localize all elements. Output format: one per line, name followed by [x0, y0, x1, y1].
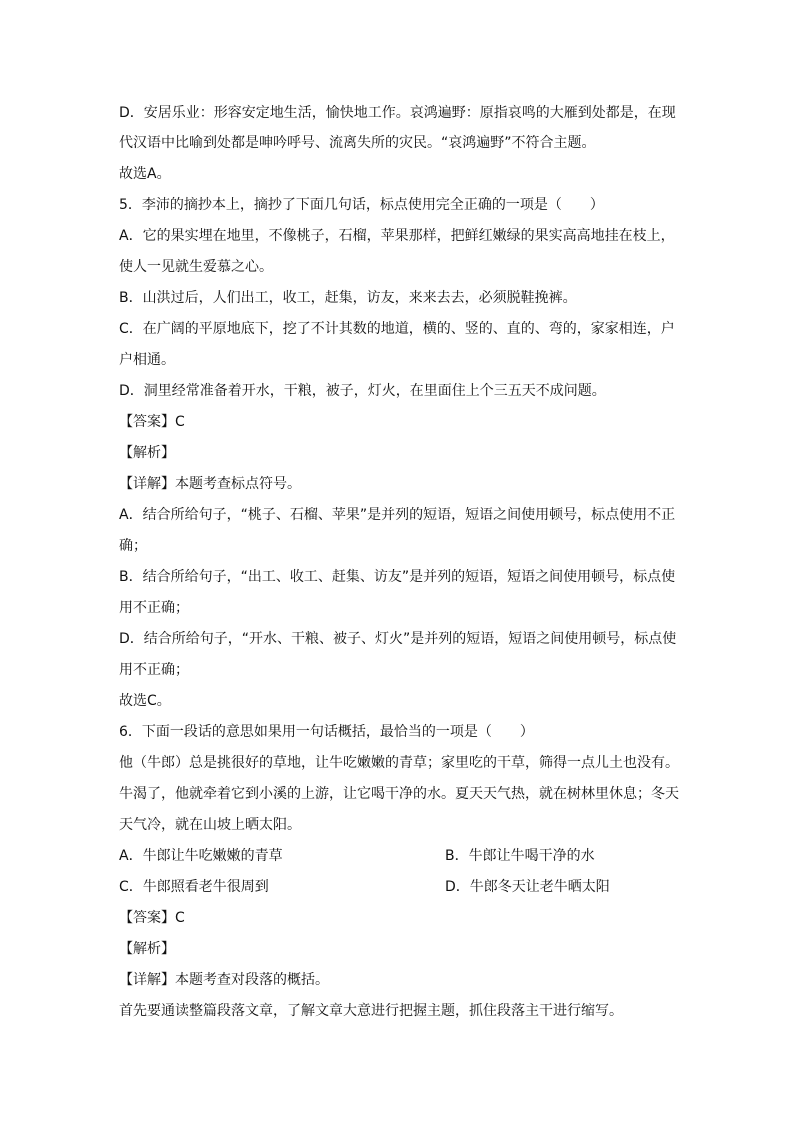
text-line: 户相通。	[119, 352, 175, 368]
option-b: B．牛郎让牛喝干净的水	[445, 848, 595, 864]
text-line: 首先要通读整篇段落文章，了解文章大意进行把握主题，抓住段落主干进行缩写。	[119, 1003, 623, 1019]
text-line: 代汉语中比喻到处都是呻吟呼号、流离失所的灾民。“哀鸿遍野”不符合主题。	[119, 135, 596, 151]
analysis-label: 【解析】	[119, 445, 175, 461]
option-d: D．洞里经常准备着开水，干粮，被子，灯火，在里面住上个三五天不成问题。	[119, 383, 606, 399]
option-a: A．牛郎让牛吃嫩嫩的青草	[119, 848, 283, 864]
text-line: 他（牛郎）总是挑很好的草地，让牛吃嫩嫩的青草；家里吃的干草，筛得一点儿土也没有。	[119, 755, 679, 771]
detail-text: 【详解】本题考查对段落的概括。	[119, 972, 329, 988]
detail-text: 【详解】本题考查标点符号。	[119, 476, 301, 492]
option-c: C．在广阔的平原地底下，挖了不计其数的地道，横的、竖的、直的、弯的，家家相连，户	[119, 321, 675, 337]
question-5: 5．李沛的摘抄本上，摘抄了下面几句话，标点使用完全正确的一项是（ ）	[119, 197, 604, 213]
text-line: 天气冷，就在山坡上晒太阳。	[119, 817, 301, 833]
question-6: 6．下面一段话的意思如果用一句话概括，最恰当的一项是（ ）	[119, 724, 534, 740]
text-line: A．结合所给句子，“桃子、石榴、苹果”是并列的短语，短语之间使用顿号，标点使用不正	[119, 507, 676, 523]
text-line: 用不正确；	[119, 662, 189, 678]
text-line: D．结合所给句子，“开水、干粮、被子、灯火”是并列的短语，短语之间使用顿号，标点使	[119, 631, 677, 647]
option-a: A．它的果实埋在地里，不像桃子，石榴，苹果那样，把鲜红嫩绿的果实高高地挂在枝上，	[119, 228, 675, 244]
analysis-label: 【解析】	[119, 941, 175, 957]
option-c: C．牛郎照看老牛很周到	[119, 879, 269, 895]
answer-label: 【答案】C	[119, 414, 185, 430]
answer-label: 【答案】C	[119, 910, 185, 926]
text-line: B．结合所给句子，“出工、收工、赶集、访友”是并列的短语，短语之间使用顿号，标点使	[119, 569, 676, 585]
text-line: 牛渴了，他就牵着它到小溪的上游，让它喝干净的水。夏天天气热，就在树林里休息；冬天	[119, 786, 679, 802]
text-line: 故选C。	[119, 693, 171, 709]
option-b: B．山洪过后，人们出工，收工，赶集，访友，来来去去，必须脱鞋挽裤。	[119, 290, 577, 306]
text-line: D．安居乐业：形容安定地生活，愉快地工作。哀鸿遍野：原指哀鸣的大雁到处都是，在现	[119, 105, 676, 121]
text-line: 确；	[119, 538, 147, 554]
text-line: 故选A。	[119, 166, 171, 182]
text-line: 用不正确；	[119, 600, 189, 616]
text-line: 使人一见就生爱慕之心。	[119, 259, 273, 275]
option-d: D．牛郎冬天让老牛晒太阳	[445, 879, 610, 895]
